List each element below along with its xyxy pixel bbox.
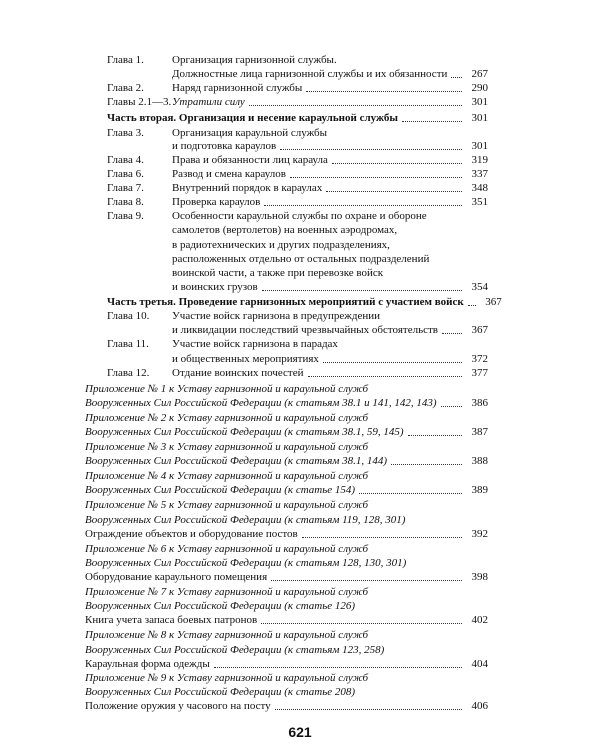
- appendix-title: Приложение № 3 к Уставу гарнизонной и караульной служб: [85, 441, 369, 453]
- leader-dots: [280, 149, 462, 150]
- appendix-title: Приложение № 7 к Уставу гарнизонной и караульной служб: [85, 586, 369, 599]
- appendix-title: Вооруженных Сил Российской Федерации (к статье 126): [85, 600, 356, 613]
- toc-entry-label: Глава 11.: [107, 338, 149, 351]
- toc-entry-label: Главы 2.1—3.: [107, 96, 172, 109]
- toc-page-number: 267: [471, 68, 488, 81]
- toc-part-title: Часть третья. Проведение гарнизонных мероприятий с участием войск: [107, 296, 464, 308]
- toc-page-number: 348: [471, 182, 488, 195]
- toc-appendix[interactable]: [85, 426, 488, 439]
- leader-dots: [441, 406, 462, 407]
- leader-dots: [408, 435, 462, 436]
- toc-entry-text: Внутренний порядок в караулах: [172, 182, 323, 195]
- toc-page-number: 406: [471, 700, 488, 712]
- leader-dots: [451, 77, 462, 78]
- toc-entry-text: Организация гарнизонной службы.: [172, 54, 337, 66]
- toc-entry-label: Глава 2.: [107, 82, 144, 95]
- toc-entry-text: Проверка караулов: [172, 196, 261, 209]
- toc-part[interactable]: [107, 296, 502, 309]
- leader-dots: [332, 163, 462, 164]
- toc-entry-label: Глава 8.: [107, 196, 144, 209]
- toc-appendix[interactable]: [85, 700, 488, 713]
- toc-page-number: 319: [471, 153, 488, 166]
- leader-dots: [391, 464, 462, 465]
- toc-entry-label: Глава 6.: [107, 167, 144, 180]
- leader-dots: [271, 580, 462, 581]
- appendix-title: Вооруженных Сил Российской Федерации (к статьям 119, 128, 301): [85, 513, 406, 526]
- toc-page-number: 404: [471, 657, 488, 670]
- toc-part[interactable]: [107, 112, 488, 125]
- toc-entry-text: самолетов (вертолетов) на военных аэродромах,: [172, 224, 398, 237]
- leader-dots: [275, 709, 462, 710]
- leader-dots: [306, 91, 462, 92]
- toc-entry-text: Наряд гарнизонной службы: [172, 82, 303, 95]
- toc-entry-text: Особенности караульной службы по охране и обороне: [172, 210, 427, 223]
- leader-dots: [323, 362, 462, 363]
- appendix-subtitle: Положение оружия у часового на посту: [85, 700, 271, 712]
- toc-entry[interactable]: [107, 367, 488, 380]
- toc-entry[interactable]: [172, 281, 488, 294]
- toc-entry[interactable]: [172, 68, 488, 81]
- toc-page-number: 351: [471, 196, 488, 209]
- toc-entry-label: Глава 12.: [107, 366, 150, 379]
- appendix-title: Вооруженных Сил Российской Федерации (к статьям 38.1, 59, 145): [85, 426, 404, 438]
- appendix-title: Вооруженных Сил Российской Федерации (к статьям 38.1 и 141, 142, 143): [85, 396, 437, 409]
- toc-page-number: 367: [485, 296, 502, 308]
- leader-dots: [290, 177, 462, 178]
- toc-entry-text: воинской части, а также при перевозке войск: [172, 266, 384, 279]
- toc-part-title: Часть вторая. Организация и несение караульной службы: [107, 112, 398, 125]
- toc-page-number: 290: [471, 82, 488, 95]
- toc-entry-text: Развод и смена караулов: [172, 167, 286, 180]
- toc-entry-text: Участие войск гарнизона в предупреждении: [172, 310, 381, 323]
- appendix-title: Вооруженных Сил Российской Федерации (к статьям 128, 130, 301): [85, 556, 407, 569]
- toc-page-number: 388: [471, 455, 488, 468]
- toc-page-number: 387: [471, 426, 488, 438]
- toc-appendix[interactable]: [85, 528, 488, 541]
- leader-dots: [402, 121, 462, 122]
- toc-entry-text: в радиотехнических и других подразделениях,: [172, 238, 390, 251]
- toc-page-number: 372: [471, 352, 488, 365]
- appendix-title: Вооруженных Сил Российской Федерации (к статьям 38.1, 144): [85, 455, 388, 468]
- toc-entry[interactable]: [107, 182, 488, 195]
- toc-entry-label: Глава 4.: [107, 153, 144, 166]
- toc-page-number: 392: [471, 527, 488, 540]
- toc-entry-text: Участие войск гарнизона в парадах: [172, 338, 338, 351]
- toc-page-number: 398: [471, 571, 488, 583]
- appendix-subtitle: Книга учета запаса боевых патронов: [85, 614, 258, 627]
- toc-entry-label: Глава 7.: [107, 182, 144, 195]
- toc-appendix[interactable]: [85, 484, 488, 497]
- page-number: 621: [288, 724, 312, 740]
- toc-appendix[interactable]: [85, 571, 488, 584]
- leader-dots: [302, 537, 462, 538]
- toc-page-number: 337: [471, 167, 488, 180]
- toc-page-number: 367: [471, 324, 488, 337]
- toc-entry[interactable]: [172, 324, 488, 337]
- toc-entry-label: Глава 3.: [107, 126, 144, 139]
- toc-entry-text: и ликвидации последствий чрезвычайных обстоятельств: [172, 324, 438, 337]
- toc-page-number: 386: [471, 396, 488, 409]
- appendix-title: Вооруженных Сил Российской Федерации (к статье 154): [85, 484, 356, 497]
- toc-entry-text: расположенных отдельно от остальных подразделений: [172, 252, 430, 265]
- toc-appendix[interactable]: [85, 397, 488, 410]
- appendix-title: Приложение № 5 к Уставу гарнизонной и караульной служб: [85, 499, 369, 512]
- toc-entry[interactable]: [172, 140, 488, 153]
- leader-dots: [261, 623, 462, 624]
- toc-entry-text: Отдание воинских почестей: [172, 366, 304, 379]
- leader-dots: [308, 376, 463, 377]
- appendix-title: Вооруженных Сил Российской Федерации (к статье 208): [85, 685, 356, 698]
- toc-entry[interactable]: [107, 154, 488, 167]
- leader-dots: [468, 305, 476, 306]
- leader-dots: [359, 493, 462, 494]
- toc-page-number: 354: [471, 280, 488, 293]
- toc-entry-text: Должностные лица гарнизонной службы и их обязанности: [172, 68, 448, 81]
- toc-entry-label: Глава 10.: [107, 310, 150, 323]
- toc-page-number: 301: [471, 112, 488, 125]
- appendix-title: Вооруженных Сил Российской Федерации (к статьям 123, 258): [85, 643, 385, 656]
- appendix-title: Приложение № 4 к Уставу гарнизонной и караульной служб: [85, 470, 369, 483]
- toc-page-number: 389: [471, 484, 488, 497]
- appendix-title: Приложение № 6 к Уставу гарнизонной и караульной служб: [85, 542, 369, 555]
- toc-entry-text: и общественных мероприятиях: [172, 352, 319, 365]
- toc-entry[interactable]: [107, 168, 488, 181]
- leader-dots: [214, 667, 462, 668]
- leader-dots: [262, 290, 462, 291]
- appendix-title: Приложение № 1 к Уставу гарнизонной и караульной служб: [85, 382, 369, 395]
- toc-entry-label: Глава 9.: [107, 210, 144, 223]
- toc-entry-label: Глава 1.: [107, 54, 144, 66]
- toc-page-number: 301: [471, 139, 488, 152]
- toc-entry-text: Утратили силу: [172, 96, 245, 109]
- toc-page-number: 301: [471, 96, 488, 109]
- toc-entry[interactable]: [172, 353, 488, 366]
- toc-entry[interactable]: [107, 196, 488, 209]
- appendix-subtitle: Ограждение объектов и оборудование постов: [85, 527, 298, 540]
- leader-dots: [326, 191, 462, 192]
- appendix-title: Приложение № 2 к Уставу гарнизонной и караульной служб: [85, 411, 369, 424]
- leader-dots: [442, 333, 462, 334]
- toc-entry[interactable]: [107, 82, 488, 95]
- leader-dots: [249, 105, 462, 106]
- appendix-title: Приложение № 8 к Уставу гарнизонной и караульной служб: [85, 629, 369, 642]
- toc-entry-text: Права и обязанности лиц караула: [172, 153, 328, 166]
- leader-dots: [264, 205, 462, 206]
- appendix-subtitle: Оборудование караульного помещения: [85, 571, 268, 583]
- toc-entry[interactable]: [107, 96, 488, 109]
- toc-appendix[interactable]: [85, 614, 488, 627]
- appendix-title: Приложение № 9 к Уставу гарнизонной и караульной служб: [85, 671, 369, 684]
- toc-page-number: 377: [471, 366, 488, 379]
- appendix-subtitle: Караульная форма одежды: [85, 657, 210, 670]
- toc-page-number: 402: [471, 614, 488, 627]
- toc-appendix[interactable]: [85, 455, 488, 468]
- toc-entry-text: Организация караульной службы: [172, 126, 328, 139]
- toc-entry-text: и воинских грузов: [172, 280, 258, 293]
- toc-entry-text: и подготовка караулов: [172, 139, 277, 152]
- toc-appendix[interactable]: [85, 658, 488, 671]
